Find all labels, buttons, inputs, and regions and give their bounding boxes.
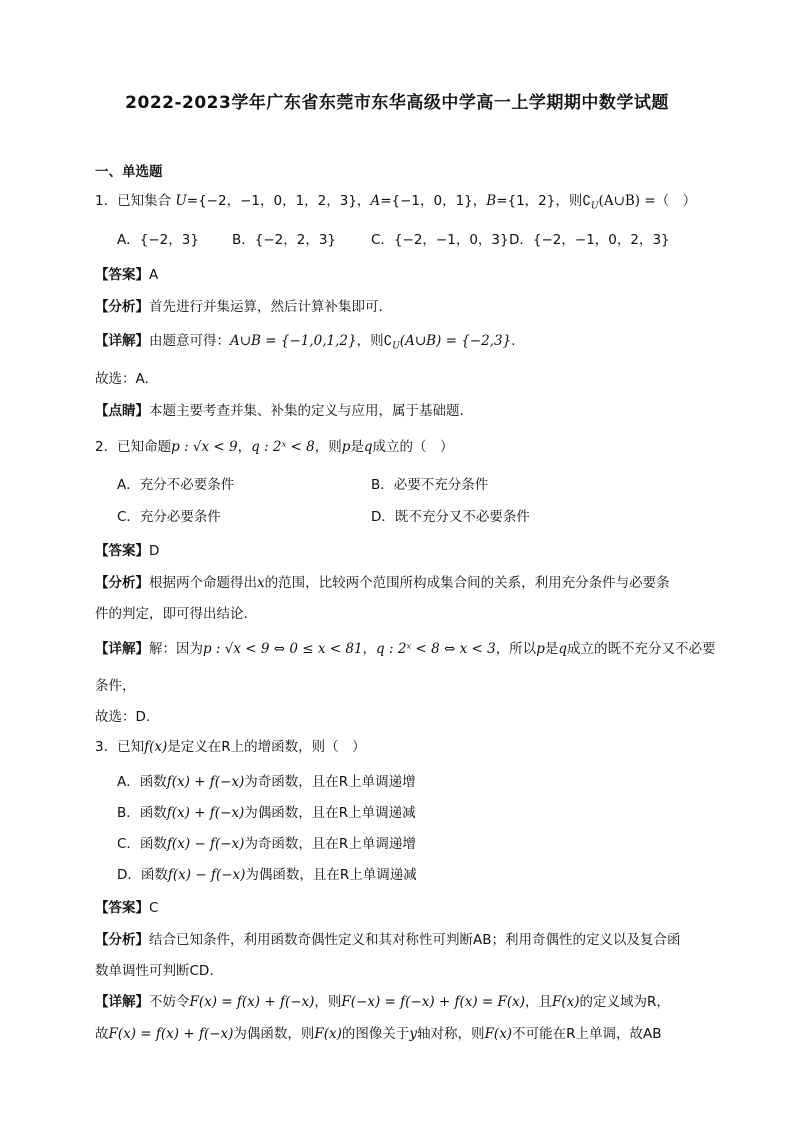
q1-detail: 【详解】由题意可得：A∪B = {−1,0,1,2}，则$∁_U(A\cup B) = \{-2,3\}$. xyxy=(95,333,516,352)
q1-option-d: D．{−2，−1，0，2，3} xyxy=(509,232,670,248)
q1-stem: 1．已知集合 U={−2，−1，0，1，2，3}，A={−1，0，1}，B={1，2}，则$∁_U(A\cup B)$ =（ ） xyxy=(95,193,697,212)
q3-option-a: A．函数f(x) + f(−x)为奇函数，且在R上单调递增 xyxy=(117,774,416,790)
q1-conclusion: 故选：A. xyxy=(95,371,149,387)
q2-stem: 2．已知命题p : √x < 9，q : 2ˣ < 8，则p是q成立的（ ） xyxy=(95,439,454,455)
q3-option-d: D．函数f(x) − f(−x)为偶函数，且在R上单调递减 xyxy=(117,867,417,883)
q1-option-c: C．{−2，−1，0，3} xyxy=(371,232,509,248)
q2-option-b: B．必要不充分条件 xyxy=(371,477,489,493)
q1-option-a: A．{−2，3} xyxy=(117,232,199,248)
q2-analysis-line2: 件的判定，即可得出结论. xyxy=(95,606,248,622)
q2-option-c: C．充分必要条件 xyxy=(117,509,221,525)
q2-answer: 【答案】D xyxy=(95,543,160,559)
q2-option-d: D．既不充分又不必要条件 xyxy=(371,509,530,525)
q2-option-a: A．充分不必要条件 xyxy=(117,477,235,493)
q3-option-c: C．函数f(x) − f(−x)为奇函数，且在R上单调递增 xyxy=(117,836,416,852)
q3-answer: 【答案】C xyxy=(95,900,159,916)
q3-detail-line1: 【详解】不妨令F(x) = f(x) + f(−x)，则F(−x) = f(−x) + f(x) = F(x)，且F(x)的定义域为R， xyxy=(95,994,670,1010)
q3-detail-line2: 故F(x) = f(x) + f(−x)为偶函数，则F(x)的图像关于y轴对称，则F(x)不可能在R上单调，故AB xyxy=(95,1026,662,1042)
q2-analysis-line1: 【分析】根据两个命题得出x的范围，比较两个范围所构成集合间的关系，利用充分条件与必要条 xyxy=(95,575,670,591)
q3-analysis-line1: 【分析】结合已知条件，利用函数奇偶性定义和其对称性可判断AB；利用奇偶性的定义以及复合函 xyxy=(95,932,681,948)
q3-analysis-line2: 数单调性可判断CD. xyxy=(95,963,214,979)
q1-comment: 【点睛】本题主要考查并集、补集的定义与应用，属于基础题. xyxy=(95,403,464,419)
q1-analysis: 【分析】首先进行并集运算，然后计算补集即可. xyxy=(95,299,383,315)
page-title: 2022-2023学年广东省东莞市东华高级中学高一上学期期中数学试题 xyxy=(125,93,669,113)
section-heading: 一、单选题 xyxy=(95,164,163,180)
q2-detail-line2: 条件， xyxy=(95,678,136,694)
q2-detail-line1: 【详解】解：因为p : √x < 9 ⇔ 0 ≤ x < 81，q : 2ˣ < 8 ⇔ x < 3，所以p是q成立的既不充分又不必要 xyxy=(95,641,716,657)
q1-option-b: B．{−2，2，3} xyxy=(232,232,337,248)
q3-stem: 3．已知f(x)是定义在R上的增函数，则（ ） xyxy=(95,739,366,755)
q2-conclusion: 故选：D. xyxy=(95,709,151,725)
q1-answer: 【答案】A xyxy=(95,267,159,283)
q3-option-b: B．函数f(x) + f(−x)为偶函数，且在R上单调递减 xyxy=(117,805,416,821)
